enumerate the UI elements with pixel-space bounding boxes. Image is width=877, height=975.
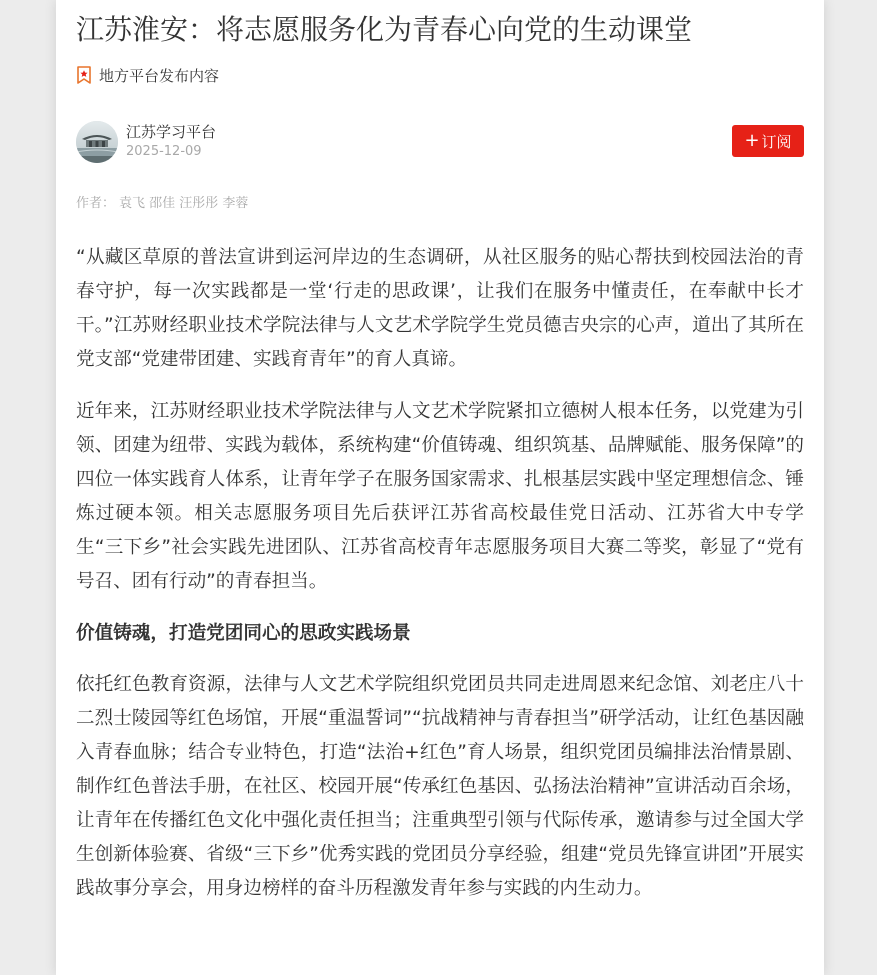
subscribe-label: 订阅 (761, 132, 792, 151)
source-badge (76, 63, 219, 87)
author-names: 袁飞 邵佳 汪彤彤 李蓉 (119, 196, 249, 211)
account-row (76, 121, 804, 163)
article-page (56, 0, 824, 975)
article-title: 江苏淮安：将志愿服务化为青春心向党的生动课堂 (76, 13, 693, 46)
account-name[interactable]: 江苏学习平台 (126, 123, 217, 141)
subscribe-button[interactable] (732, 125, 804, 157)
plus-icon: + (744, 130, 760, 151)
author-byline (76, 194, 248, 214)
paragraph: 近年来，江苏财经职业技术学院法律与人文艺术学院紧扣立德树人根本任务，以党建为引领、团建为纽带、实践为载体，系统构建“价值铸魂、组织筑基、品牌赋能、服务保障”的四位一体实践育人体系，让青年学子在服务国家需求、扎根基层实践中坚定理想信念、锤炼过硬本领。相关志愿服务项目先后获评江苏省高校最佳党日活动、江苏省大中专学生“三下乡”社会实践先进团队、江苏省高校青年志愿服务项目大赛二等奖，彰显了“党有号召、团有行动”的青春担当。 (76, 401, 804, 592)
paragraph: 依托红色教育资源，法律与人文艺术学院组织党团员共同走进周恩来纪念馆、刘老庄八十二烈士陵园等红色场馆，开展“重温誓词”“抗战精神与青春担当”研学活动，让红色基因融入青春血脉；结合专业特色，打造“法治+红色”育人场景，组织党团员编排法治情景剧、制作红色普法手册，在社区、校园开展“传承红色基因、弘扬法治精神”宣讲活动百余场，让青年在传播红色文化中强化责任担当；注重典型引领与代际传承，邀请参与过全国大学生创新体验赛、省级“三下乡”优秀实践的党团员分享经验，组建“党员先锋宣讲团”开展实践故事分享会，用身边榜样的奋斗历程激发青年参与实践的内生动力。 (76, 674, 804, 899)
account-avatar[interactable] (76, 121, 118, 163)
section-heading: 价值铸魂，打造党团同心的思政实践场景 (76, 623, 411, 644)
source-label: 地方平台发布内容 (99, 66, 220, 85)
author-prefix: 作者： (76, 196, 116, 211)
paragraph: “从藏区草原的普法宣讲到运河岸边的生态调研，从社区服务的贴心帮扶到校园法治的青春守护，每一次实践都是一堂‘行走的思政课’，让我们在服务中懂责任，在奉献中长才干。”江苏财经职业技术学院法律与人文艺术学院学生党员德吉央宗的心声，道出了其所在党支部“党建带团建、实践育青年”的育人真谛。 (76, 247, 804, 370)
article-body (76, 241, 804, 924)
publish-date: 2025-12-09 (126, 144, 202, 159)
bookmark-star-icon (76, 66, 92, 84)
